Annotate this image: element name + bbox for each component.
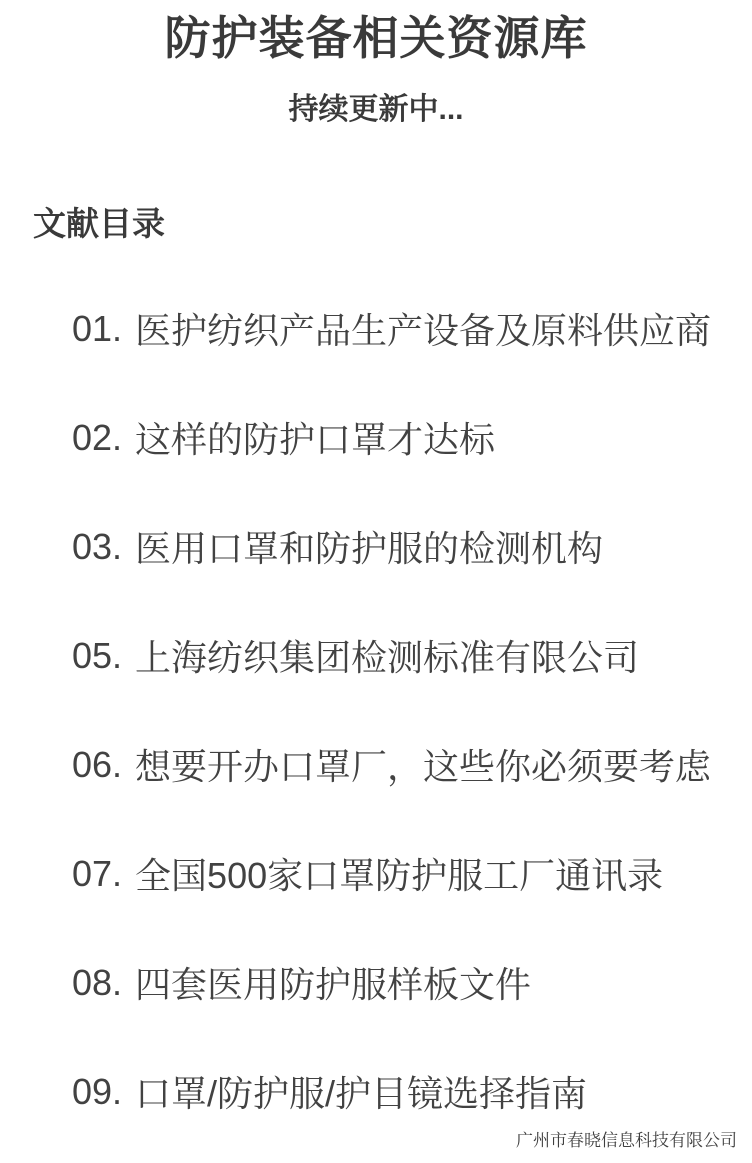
toc-item-05 [72,601,752,710]
toc-item-number: 02. [72,416,123,458]
toc-item-title: 口罩/防护服/护目镜选择指南 [135,1073,588,1114]
toc-item-number: 07. [72,852,123,894]
toc-item-06 [72,710,752,819]
toc-item-07 [72,819,752,928]
page-subtitle: 持续更新中... [288,93,464,126]
section-title: 文献目录 [33,205,165,242]
toc-item-03 [72,492,752,601]
toc-item-number: 03. [72,525,123,567]
toc-item-number: 08. [72,961,123,1003]
company-watermark: 广州市春晓信息科技有限公司 [516,1131,737,1150]
toc-item-title: 医护纺织产品生产设备及原料供应商 [135,310,712,351]
toc-item-title: 全国500家口罩防护服工厂通讯录 [135,855,664,896]
toc-item-title: 医用口罩和防护服的检测机构 [135,528,604,569]
toc-item-title: 四套医用防护服样板文件 [135,964,532,1005]
toc-item-01 [72,274,752,383]
toc-item-02 [72,383,752,492]
toc-item-title: 上海纺织集团检测标准有限公司 [135,637,640,678]
toc-item-number: 01. [72,307,123,349]
toc-item-title: 想要开办口罩厂，这些你必须要考虑 [135,746,712,787]
toc-item-number: 06. [72,743,123,785]
toc-item-title: 这样的防护口罩才达标 [135,419,496,460]
toc-item-number: 05. [72,634,123,676]
page-title: 防护装备相关资源库 [164,12,588,64]
toc-list [72,274,752,1146]
toc-item-number: 09. [72,1070,123,1112]
toc-item-08 [72,928,752,1037]
